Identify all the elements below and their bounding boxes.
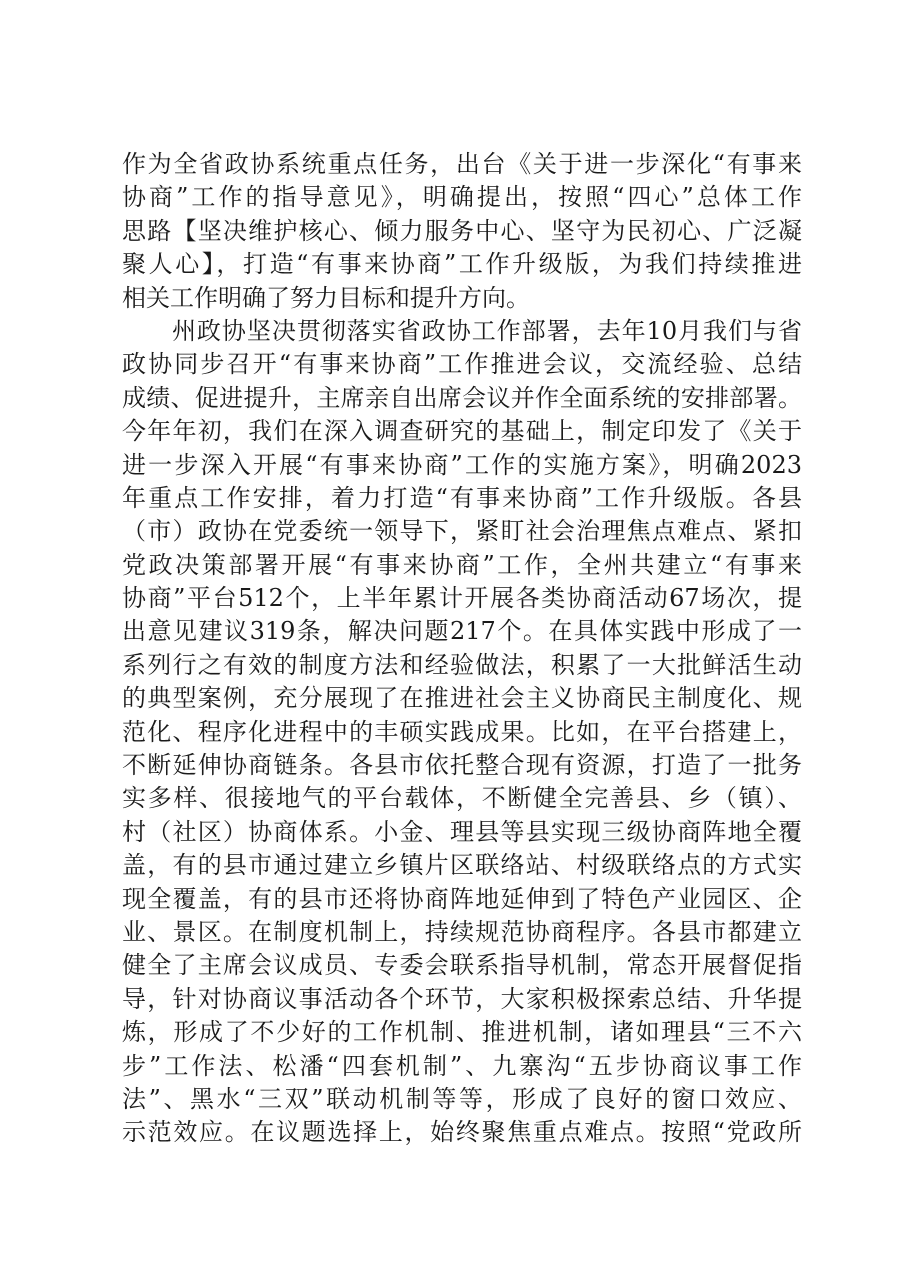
text-line: （市）政协在党委统一领导下，紧盯社会治理焦点难点、紧扣: [122, 517, 802, 546]
text-line: 协商”平台512个，上半年累计开展各类协商活动67场次，提: [122, 584, 802, 613]
text-line: 州政协坚决贯彻落实省政协工作部署，去年10月我们与省: [122, 316, 802, 345]
text-line: 协商”工作的指导意见》，明确提出，按照“四心”总体工作: [122, 183, 802, 212]
text-line: 法”、黑水“三双”联动机制等等，形成了良好的窗口效应、: [122, 1084, 802, 1113]
text-line: 今年年初，我们在深入调查研究的基础上，制定印发了《关于: [122, 417, 802, 446]
text-line: 村（社区）协商体系。小金、理县等县实现三级协商阵地全覆: [122, 817, 802, 846]
text-line: 的典型案例，充分展现了在推进社会主义协商民主制度化、规: [122, 684, 802, 713]
text-line: 实多样、很接地气的平台载体，不断健全完善县、乡（镇）、: [122, 784, 802, 813]
text-line: 思路【坚决维护核心、倾力服务中心、坚守为民初心、广泛凝: [122, 216, 802, 245]
text-line: 业、景区。在制度机制上，持续规范协商程序。各县市都建立: [122, 917, 802, 946]
text-line: 聚人心】，打造“有事来协商”工作升级版，为我们持续推进: [122, 250, 802, 279]
text-line: 健全了主席会议成员、专委会联系指导机制，常态开展督促指: [122, 951, 802, 980]
paragraph-end-line: 相关工作明确了努力目标和提升方向。: [122, 283, 530, 312]
text-line: 出意见建议319条，解决问题217个。在具体实践中形成了一: [122, 617, 802, 646]
text-line: 示范效应。在议题选择上，始终聚焦重点难点。按照“党政所: [122, 1118, 802, 1147]
text-line: 盖，有的县市通过建立乡镇片区联络站、村级联络点的方式实: [122, 851, 802, 880]
body-text: [122, 148, 802, 1150]
text-line: 步”工作法、松潘“四套机制”、九寨沟“五步协商议事工作: [122, 1051, 802, 1080]
text-line: 政协同步召开“有事来协商”工作推进会议，交流经验、总结: [122, 350, 802, 379]
text-line: 现全覆盖，有的县市还将协商阵地延伸到了特色产业园区、企: [122, 884, 802, 913]
text-line: 年重点工作安排，着力打造“有事来协商”工作升级版。各县: [122, 483, 802, 512]
text-line: 作为全省政协系统重点任务，出台《关于进一步深化“有事来: [122, 150, 802, 178]
text-line: 炼，形成了不少好的工作机制、推进机制，诸如理县“三不六: [122, 1018, 802, 1047]
text-line: 不断延伸协商链条。各县市依托整合现有资源，打造了一批务: [122, 751, 802, 780]
text-line: 成绩、促进提升，主席亲自出席会议并作全面系统的安排部署。: [122, 383, 802, 412]
text-line: 系列行之有效的制度方法和经验做法，积累了一大批鲜活生动: [122, 650, 802, 679]
text-line: 范化、程序化进程中的丰硕实践成果。比如，在平台搭建上，: [122, 717, 802, 746]
text-line: 导，针对协商议事活动各个环节，大家积极探索总结、升华提: [122, 984, 802, 1013]
text-line: 进一步深入开展“有事来协商”工作的实施方案》，明确2023: [122, 450, 802, 479]
text-line: 党政决策部署开展“有事来协商”工作，全州共建立“有事来: [122, 550, 802, 579]
